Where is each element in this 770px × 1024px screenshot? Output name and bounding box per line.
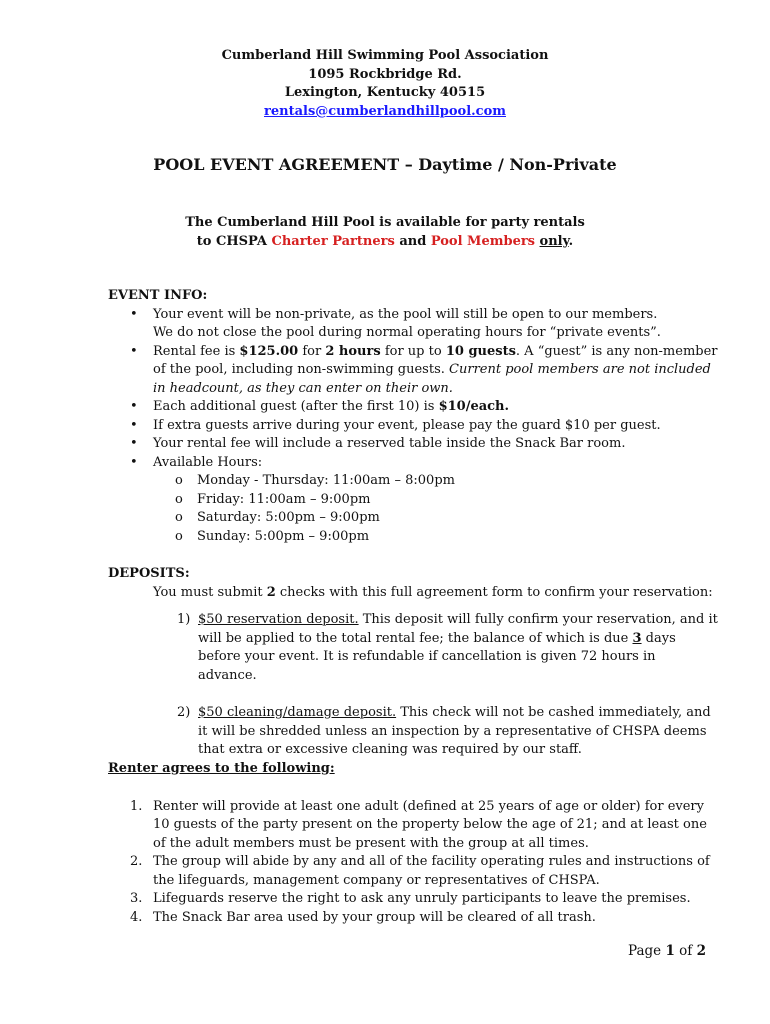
street-address: 1095 Rockbridge Rd. <box>308 66 462 82</box>
list-item <box>108 435 718 454</box>
hours-list <box>153 472 718 546</box>
item-number: 1) <box>177 612 191 627</box>
event-info-section <box>108 287 718 546</box>
bullet-text: • Available Hours: <box>153 454 263 470</box>
current-page: 1 <box>665 943 675 959</box>
renter-terms-list <box>108 798 718 928</box>
days-due: 3 <box>632 630 642 646</box>
renter-heading: Renter agrees to the following: <box>108 761 335 776</box>
only-emphasis: only <box>539 234 569 249</box>
item-number: 2) <box>177 705 191 720</box>
term-text: Lifeguards reserve the right to ask any unruly participants to leave the premises. <box>153 891 691 906</box>
bullet-text: . A “guest” is any non-member of the pool, including non-swimming guests. <box>153 343 718 377</box>
page-of: of <box>674 943 697 959</box>
additional-guest-fee: $10/each. <box>438 399 510 414</box>
check-count: 2 <box>266 584 276 600</box>
intro-and: and <box>394 234 431 249</box>
bullet-text: for <box>298 343 326 359</box>
list-item <box>108 909 718 928</box>
term-text: The group will abide by any and all of the facility operating rules and instructions of the lifeguards, management company or representatives of CHSPA. <box>153 854 710 888</box>
list-item <box>108 704 718 760</box>
org-name: Cumberland Hill Swimming Pool Association <box>221 48 549 63</box>
event-info-heading: EVENT INFO: <box>108 288 208 303</box>
list-item <box>108 890 718 909</box>
deposits-intro <box>108 584 718 603</box>
reservation-deposit: $50 reservation deposit. <box>198 612 359 627</box>
list-item <box>108 417 718 436</box>
bullet-text: Your rental fee will include a reserved table inside the Snack Bar room. <box>153 436 626 451</box>
intro-period: . <box>568 234 574 249</box>
item-number: 3. <box>130 891 143 906</box>
bullet-text: We do not close the pool during normal operating hours for “private events”. <box>153 325 661 340</box>
deposits-text: checks with this full agreement form to confirm your reservation: <box>275 584 713 600</box>
item-number: 2. <box>130 854 143 869</box>
term-text: The Snack Bar area used by your group will be cleared of all trash. <box>153 909 596 925</box>
list-item <box>108 398 718 417</box>
list-item <box>108 853 718 890</box>
renter-section <box>108 760 718 927</box>
hours-item: o Friday: 11:00am – 9:00pm <box>153 491 718 510</box>
deposits-list <box>108 611 718 760</box>
bullet-text: Each additional guest (after the first 10) is <box>153 399 439 414</box>
list-item <box>108 611 718 685</box>
hours-item: o Sunday: 5:00pm – 9:00pm <box>153 528 718 547</box>
item-number: 1. <box>130 798 143 814</box>
bullet-text: • Your event will be non-private, as the pool will still be open to our members. <box>153 306 658 322</box>
page-number <box>628 942 706 961</box>
rental-fee: $125.00 <box>239 343 299 359</box>
intro-text <box>0 213 770 251</box>
deposits-heading: DEPOSITS: <box>108 566 190 581</box>
intro-line-1: The Cumberland Hill Pool is available for party rentals <box>185 215 585 230</box>
list-item <box>108 798 718 854</box>
cleaning-deposit: $50 cleaning/damage deposit. <box>198 705 397 720</box>
rental-guests: 10 guests <box>445 343 516 359</box>
members-note: Current pool members are not included in headcount, as they can enter on their own. <box>153 362 711 396</box>
event-info-list <box>108 306 718 547</box>
list-item <box>108 454 718 547</box>
pool-members: Pool Members <box>430 234 536 249</box>
deposit-text: This check will not be cashed immediately, and it will be shredded unless an inspection by a representative of CHSPA deems that extra or excessive cleaning was required by our staff. <box>198 705 711 757</box>
deposits-section <box>108 565 718 779</box>
email-link[interactable]: rentals@cumberlandhillpool.com <box>264 103 506 119</box>
city-address: Lexington, Kentucky 40515 <box>284 85 486 100</box>
item-number: 4. <box>130 909 143 925</box>
deposit-text: This deposit will fully confirm your reservation, and it will be applied to the total rental fee; the balance of which is due <box>198 612 718 646</box>
deposits-text: You must submit <box>153 584 267 600</box>
intro-line-2 <box>0 232 770 251</box>
letterhead <box>0 47 770 121</box>
list-item <box>108 343 718 399</box>
page-title: POOL EVENT AGREEMENT – Daytime / Non-Private <box>153 155 617 174</box>
bullet-text: for up to <box>380 343 446 359</box>
charter-partners: Charter Partners <box>271 234 395 249</box>
term-text: Renter will provide at least one adult (defined at 25 years of age or older) for every 10 guests of the party present on the property below the age of 21; and at least one of the adult members must be present with the group at all times. <box>153 798 707 851</box>
bullet-text: Rental fee is <box>153 343 240 359</box>
hours-item: o Saturday: 5:00pm – 9:00pm <box>153 509 718 528</box>
total-pages: 2 <box>696 943 706 959</box>
hours-item: o Monday - Thursday: 11:00am – 8:00pm <box>153 472 718 491</box>
bullet-text: If extra guests arrive during your event, please pay the guard $10 per guest. <box>153 417 661 433</box>
deposit-text: days before your event. It is refundable if cancellation is given 72 hours in advance. <box>198 630 676 683</box>
intro-prefix: to CHSPA <box>196 234 272 249</box>
list-item <box>108 306 718 343</box>
rental-hours: 2 hours <box>325 343 381 359</box>
page-label: Page <box>628 943 666 959</box>
